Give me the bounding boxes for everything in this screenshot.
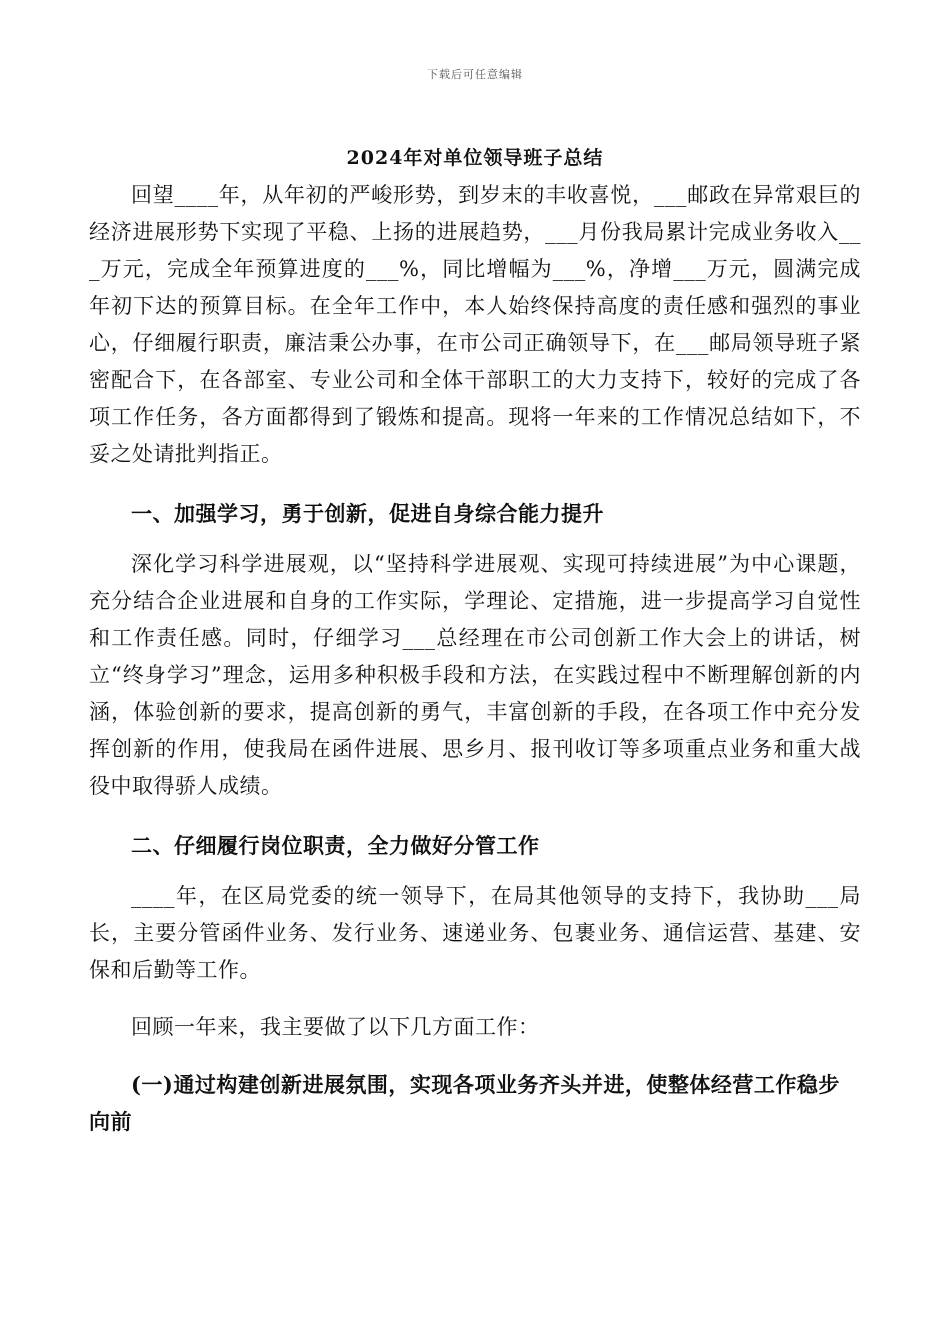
document-title: 2024年对单位领导班子总结 bbox=[346, 147, 604, 169]
section-2-paragraph-2: 回顾一年来，我主要做了以下几方面工作： bbox=[131, 1015, 540, 1039]
section-2-heading: 二、仔细履行岗位职责，全力做好分管工作 bbox=[131, 833, 540, 858]
section-1-heading: 一、加强学习，勇于创新，促进自身综合能力提升 bbox=[131, 501, 604, 526]
section-2-paragraph-1: ____年，在区局党委的统一领导下，在局其他领导的支持下，我协助___局长，主要分管函件业务、发行业务、速递业务、包裹业务、通信运营、基建、安保和后勤等工作。 bbox=[89, 884, 861, 982]
section-1-paragraph: 深化学习科学进展观，以“坚持科学进展观、实现可持续进展”为中心课题，充分结合企业进展和自身的工作实际，学理论、定措施，进一步提高学习自觉性和工作责任感。同时，仔细学习___总经理在市公司创新工作大会上的讲话，树立“终身学习”理念，运用多种积极手段和方法，在实践过程中不断理解创新的内涵，体验创新的要求，提高创新的勇气，丰富创新的手段，在各项工作中充分发挥创新的作用，使我局在函件进展、思乡月、报刊收订等多项重点业务和重大战役中取得骄人成绩。 bbox=[89, 552, 861, 798]
header-note: 下载后可任意编辑 bbox=[427, 68, 523, 81]
section-2-subheading-1: (一)通过构建创新进展氛围，实现各项业务齐头并进，使整体经营工作稳步向前 bbox=[89, 1072, 840, 1134]
intro-paragraph: 回望____年，从年初的严峻形势，到岁末的丰收喜悦，___邮政在异常艰巨的经济进展形势下实现了平稳、上扬的进展趋势，___月份我局累计完成业务收入___万元，完成全年预算进度的___%，同比增幅为___%，净增___万元，圆满完成年初下达的预算目标。在全年工作中，本人始终保持高度的责任感和强烈的事业心，仔细履行职责，廉洁秉公办事，在市公司正确领导下，在___邮局领导班子紧密配合下，在各部室、专业公司和全体干部职工的大力支持下，较好的完成了各项工作任务，各方面都得到了锻炼和提高。现将一年来的工作情况总结如下，不妥之处请批判指正。 bbox=[89, 183, 861, 466]
document-body bbox=[89, 177, 861, 1140]
